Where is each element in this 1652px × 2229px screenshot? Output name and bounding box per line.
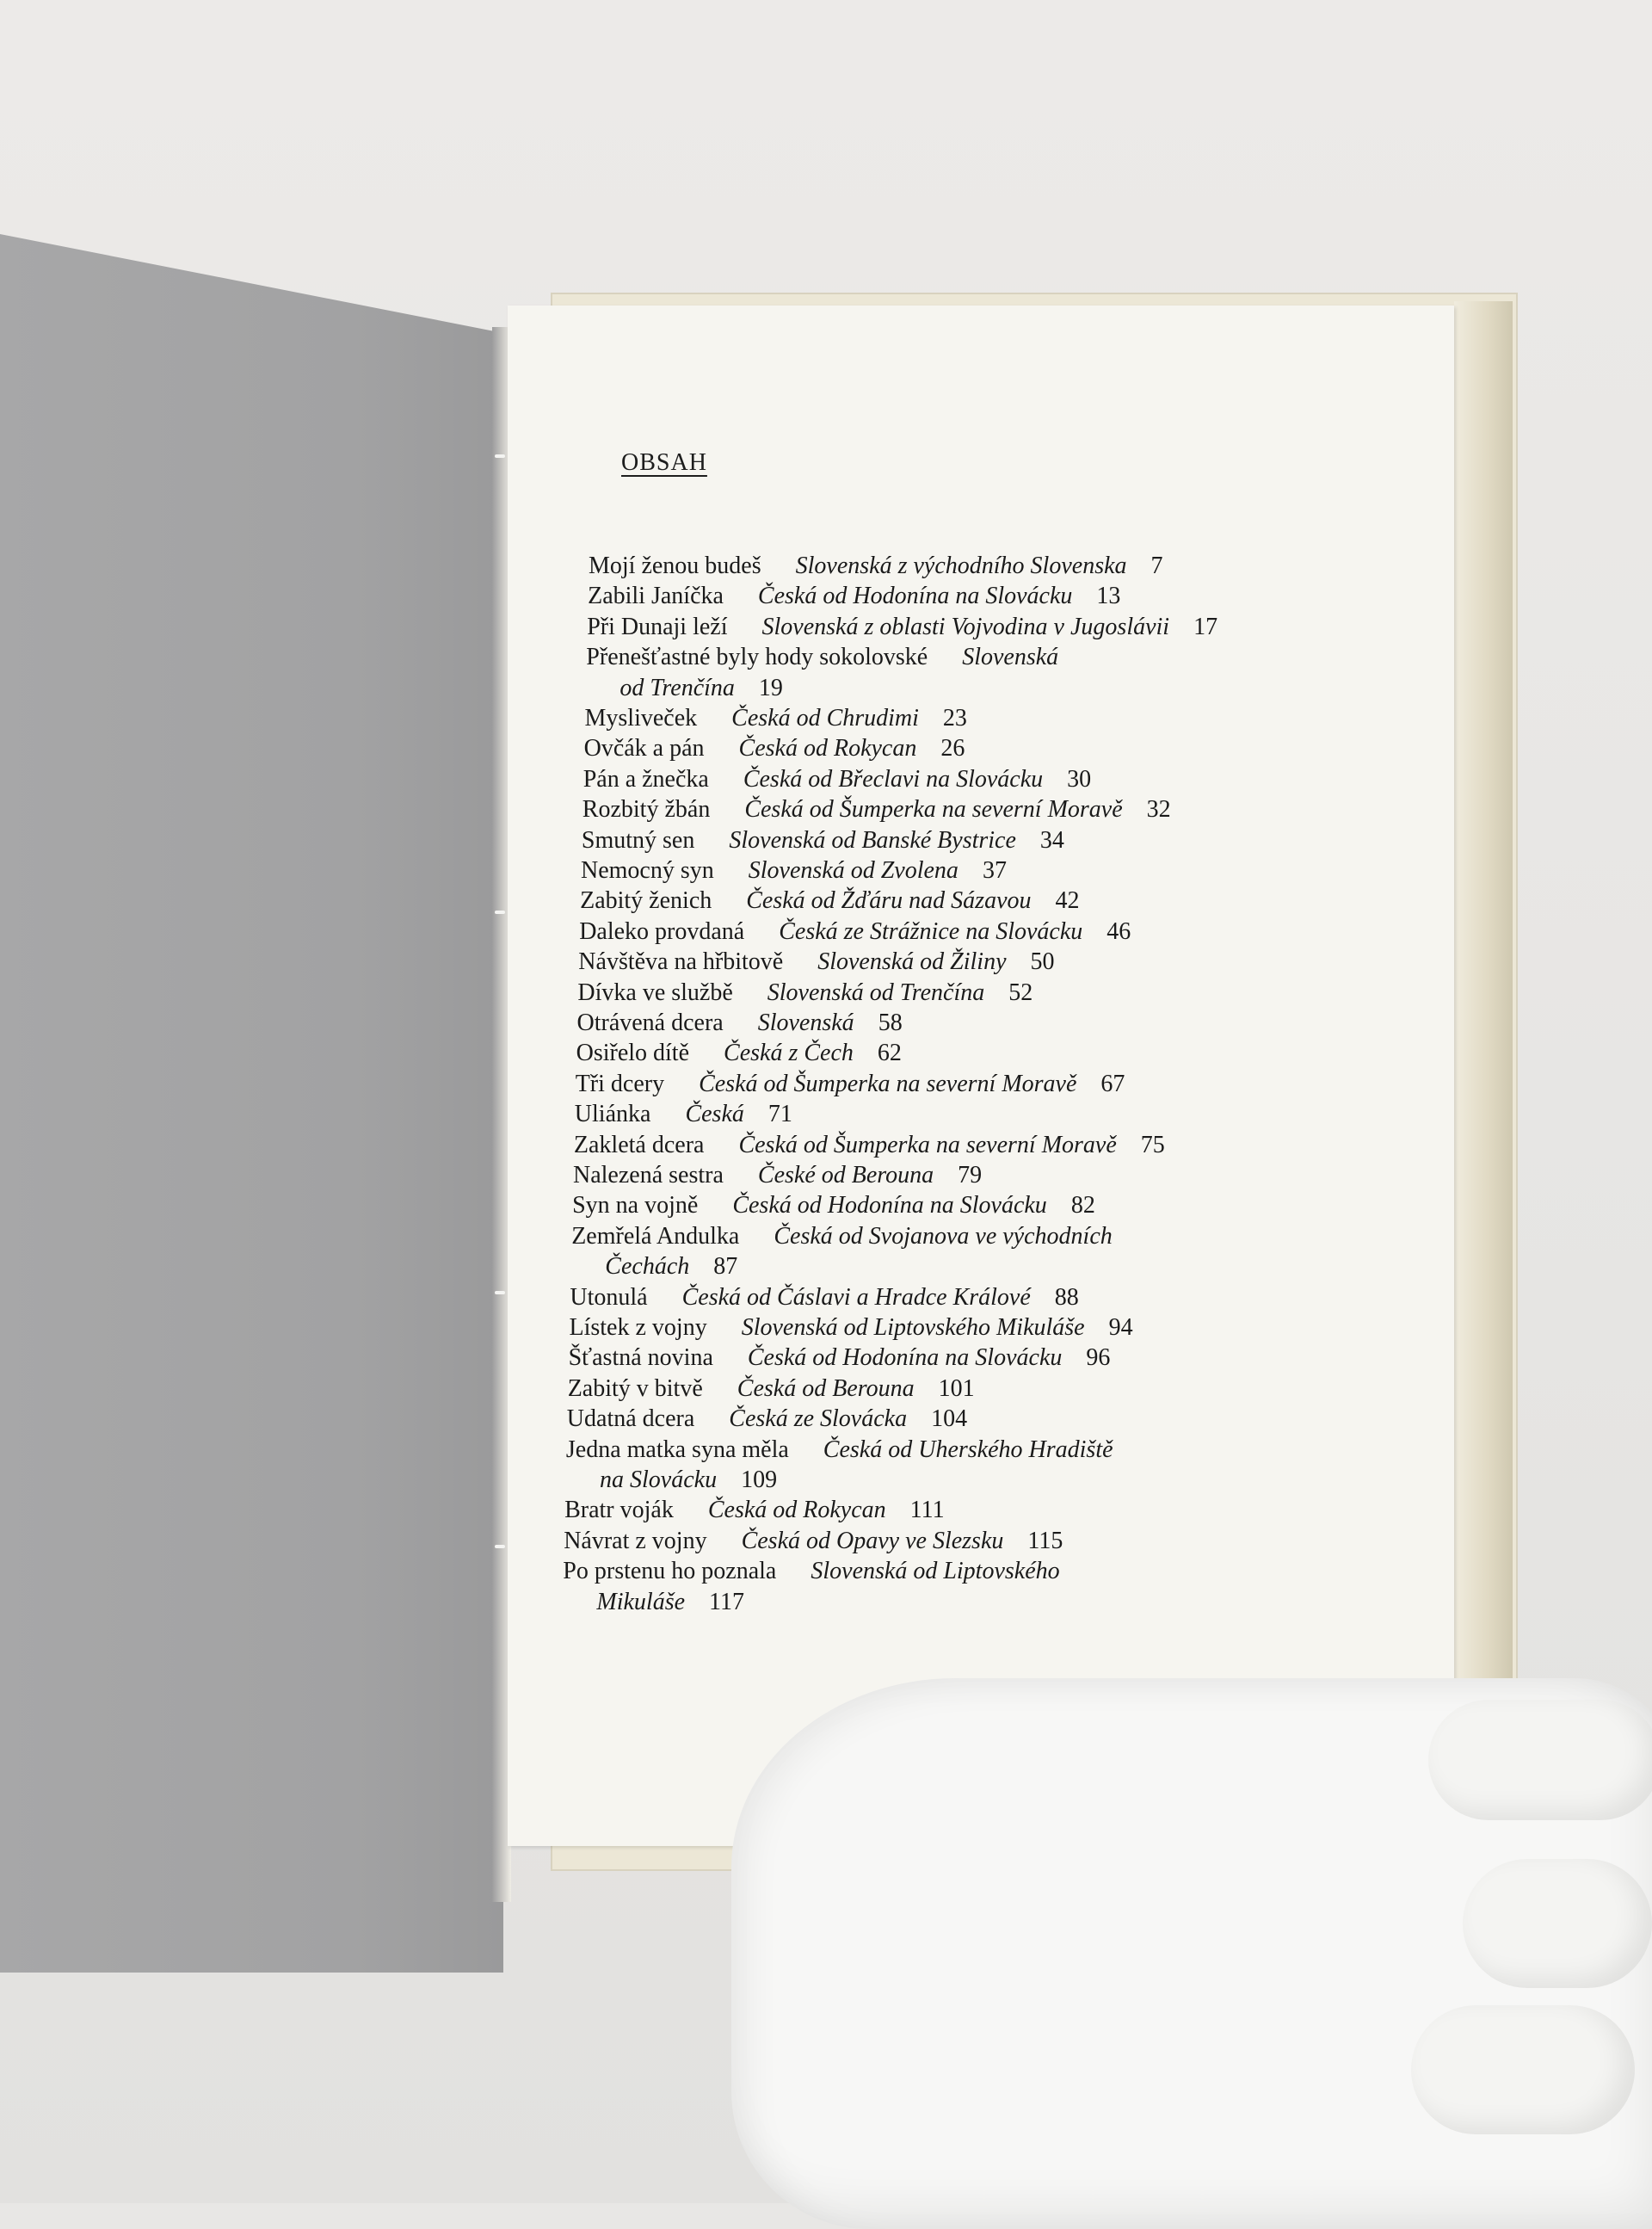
toc-entry (564, 1495, 945, 1526)
toc-entry (572, 1190, 1095, 1221)
toc-entry-title: Zabitý v bitvě (567, 1374, 703, 1402)
toc-entry-origin: na Slovácku (600, 1466, 718, 1493)
toc-entry-origin: Česká od Svojanova ve východních (774, 1222, 1113, 1250)
toc-entry (571, 1221, 1137, 1252)
toc-entry-title: Po prstenu ho poznala (563, 1558, 777, 1585)
toc-entry-page: 37 (982, 857, 1007, 884)
toc-entry (589, 551, 1163, 582)
toc-entry (581, 855, 1007, 886)
toc-entry (569, 1343, 1111, 1374)
toc-entry (577, 978, 1032, 1009)
toc-entry (587, 612, 1217, 643)
toc-entry-title: Návštěva na hřbitově (578, 948, 784, 976)
toc-entry (585, 703, 967, 734)
toc-entry (567, 1404, 967, 1435)
toc-entry-origin: Slovenská od Trenčína (767, 979, 985, 1006)
toc-entry (582, 825, 1064, 856)
toc-entry (579, 917, 1131, 948)
toc-entry-title: Zabitý ženich (580, 887, 712, 915)
cover-edge (1454, 301, 1513, 1764)
toc-entry-origin: Česká od Chrudimi (731, 705, 919, 732)
toc-entry-origin: Slovenská od Liptovského Mikuláše (741, 1314, 1085, 1341)
binding-stitch (495, 1545, 505, 1548)
toc-entry-title: Syn na vojně (572, 1192, 699, 1219)
toc-entry-page: 19 (758, 674, 783, 701)
toc-entry-page: 42 (1055, 887, 1080, 915)
toc-entry-page: 75 (1140, 1131, 1165, 1158)
toc-entry-origin: Česká od Opavy ve Slezsku (741, 1527, 1004, 1554)
toc-entry-origin: Česká od Rokycan (738, 735, 917, 763)
toc-entry-title: Osiřelo dítě (576, 1040, 690, 1067)
toc-entry-page: 52 (1008, 979, 1033, 1006)
glove-finger (1463, 1859, 1652, 1988)
toc-entry-page: 34 (1039, 826, 1064, 854)
glove-finger (1411, 2005, 1635, 2134)
toc-entry-title: Jedna matka syna měla (565, 1436, 789, 1463)
toc-entry-page: 101 (938, 1374, 975, 1402)
toc-entry (600, 1465, 777, 1496)
toc-entry-page: 46 (1106, 917, 1131, 945)
toc-entry-origin: Česká od Šumperka na severní Moravě (744, 796, 1123, 824)
toc-entry-origin: Česká od Šumperka na severní Moravě (699, 1070, 1077, 1097)
toc-entry (576, 1038, 902, 1069)
toc-entry-page: 50 (1030, 948, 1055, 976)
toc-entry (596, 1587, 744, 1618)
toc-entry-origin: Slovenská (962, 644, 1059, 671)
toc-entry-page: 117 (709, 1588, 744, 1615)
toc-entry-title: Otrávená dcera (576, 1010, 724, 1036)
toc-entry (577, 1008, 903, 1039)
toc-entry (583, 764, 1091, 795)
toc-entry-page: 79 (958, 1162, 983, 1189)
toc-entry-origin: Mikuláše (596, 1588, 686, 1615)
toc-entry-page: 71 (767, 1101, 792, 1128)
toc-entry-title: Uliánka (574, 1101, 651, 1128)
toc-entry-origin: Slovenská od Žiliny (817, 948, 1007, 976)
toc-entry-title: Při Dunaji leží (587, 613, 728, 640)
toc-entry-origin: Česká ze Slovácka (729, 1405, 908, 1433)
toc-entry-title: Šťastná novina (568, 1344, 713, 1372)
toc-entry-page: 87 (713, 1253, 738, 1281)
toc-entry-origin: České od Berouna (757, 1162, 934, 1189)
toc-entry-page: 96 (1086, 1344, 1111, 1372)
toc-entry-origin: Česká od Rokycan (707, 1497, 886, 1524)
toc-entry-title: Utonulá (570, 1283, 648, 1311)
toc-entry (570, 1282, 1078, 1313)
toc-entry-page: 67 (1100, 1070, 1125, 1097)
toc-entry-title: Nemocný syn (581, 857, 714, 884)
left-page (0, 234, 503, 1973)
toc-entry (568, 1374, 975, 1405)
toc-entry-origin: Česká od Uherského Hradiště (823, 1436, 1113, 1463)
toc-entry (584, 733, 965, 764)
toc-entry-page: 26 (940, 735, 965, 763)
toc-entry (620, 673, 783, 704)
toc-entry (580, 886, 1079, 917)
toc-entry-page: 62 (877, 1040, 902, 1067)
toc-entry-origin: Slovenská od Liptovského (811, 1558, 1060, 1585)
toc-entry (576, 1069, 1125, 1100)
toc-entry-page: 32 (1146, 796, 1171, 824)
toc-entry-page: 109 (741, 1466, 778, 1493)
toc-entry-origin: Česká (685, 1101, 744, 1128)
toc-entry (564, 1526, 1063, 1557)
toc-entry (574, 1130, 1165, 1161)
toc-entry (588, 581, 1120, 612)
toc-entry-origin: Česká od Hodonína na Slovácku (732, 1192, 1047, 1219)
toc-entry (563, 1556, 1083, 1587)
toc-entry (573, 1160, 982, 1191)
toc-entry-page: 30 (1067, 765, 1092, 793)
toc-entry-title: Lístek z vojny (569, 1314, 707, 1341)
toc-entry (586, 642, 1082, 673)
toc-entry-origin: Slovenská z oblasti Vojvodina v Jugoslávii (761, 613, 1170, 640)
toc-entry (578, 947, 1054, 978)
toc-entry (575, 1099, 792, 1130)
toc-entry-origin: Česká ze Strážnice na Slovácku (779, 917, 1083, 945)
toc-entry-page: 115 (1027, 1527, 1063, 1554)
toc-entry-origin: Česká od Berouna (737, 1374, 915, 1402)
contents-heading: OBSAH (621, 449, 707, 476)
toc-entry-page: 88 (1054, 1283, 1079, 1311)
toc-entry-origin: Česká od Hodonína na Slovácku (757, 583, 1073, 610)
toc-entry-origin: Česká od Čáslavi a Hradce Králové (681, 1283, 1031, 1311)
toc-entry-page: 111 (909, 1497, 945, 1524)
toc-entry-origin: Česká od Šumperka na severní Moravě (738, 1131, 1117, 1158)
toc-entry-title: Tři dcery (575, 1070, 665, 1097)
toc-entry-title: Dívka ve službě (577, 979, 733, 1006)
toc-entry-origin: Česká od Břeclavi na Slovácku (743, 765, 1044, 793)
toc-entry-origin: Slovenská od Zvolena (748, 857, 959, 884)
toc-entry (566, 1435, 1137, 1466)
toc-entry-origin: Česká od Hodonína na Slovácku (747, 1344, 1063, 1372)
toc-entry (570, 1312, 1133, 1343)
glove-finger (1428, 1700, 1652, 1820)
toc-entry-title: Bratr voják (564, 1497, 674, 1524)
toc-entry-origin: Česká od Žďáru nad Sázavou (746, 887, 1032, 915)
binding-stitch (495, 454, 505, 458)
toc-entry-page: 104 (931, 1405, 968, 1433)
toc-entry-title: Mysliveček (584, 705, 698, 732)
toc-entry-title: Zemřelá Andulka (571, 1222, 740, 1250)
toc-entry-origin: Slovenská od Banské Bystrice (729, 826, 1016, 854)
toc-entry-title: Mojí ženou budeš (589, 553, 761, 579)
toc-entry-title: Udatná dcera (566, 1405, 695, 1433)
toc-entry-origin: Slovenská z východního Slovenska (795, 553, 1127, 579)
toc-entry-page: 13 (1096, 583, 1121, 610)
toc-entry-title: Ovčák a pán (583, 735, 705, 763)
binding-stitch (495, 1291, 505, 1294)
toc-entry-page: 58 (878, 1010, 903, 1036)
toc-entry-title: Přenešťastné byly hody sokolovské (586, 644, 928, 671)
toc-entry-page: 7 (1150, 553, 1163, 579)
toc-entry-origin: Čechách (605, 1253, 690, 1281)
toc-entry-origin: Česká z Čech (724, 1040, 854, 1067)
toc-entry-page: 17 (1193, 613, 1218, 640)
toc-entry-page: 82 (1070, 1192, 1095, 1219)
toc-entry-title: Rozbitý žbán (582, 796, 711, 824)
toc-entry-title: Zakletá dcera (573, 1131, 705, 1158)
toc-entry-title: Daleko provdaná (579, 917, 745, 945)
toc-entry-title: Návrat z vojny (564, 1527, 707, 1554)
toc-entry-origin: od Trenčína (620, 674, 735, 701)
toc-entry-page: 94 (1108, 1314, 1133, 1341)
toc-entry-title: Pán a žnečka (583, 765, 709, 793)
toc-entry-title: Zabili Janíčka (588, 583, 724, 610)
toc-entry (605, 1251, 737, 1282)
toc-entry-page: 23 (942, 705, 967, 732)
toc-entry-title: Smutný sen (581, 826, 695, 854)
binding-stitch (495, 911, 505, 914)
toc-entry (583, 794, 1171, 825)
toc-entry-title: Nalezená sestra (573, 1162, 724, 1189)
toc-entry-origin: Slovenská (757, 1010, 854, 1036)
